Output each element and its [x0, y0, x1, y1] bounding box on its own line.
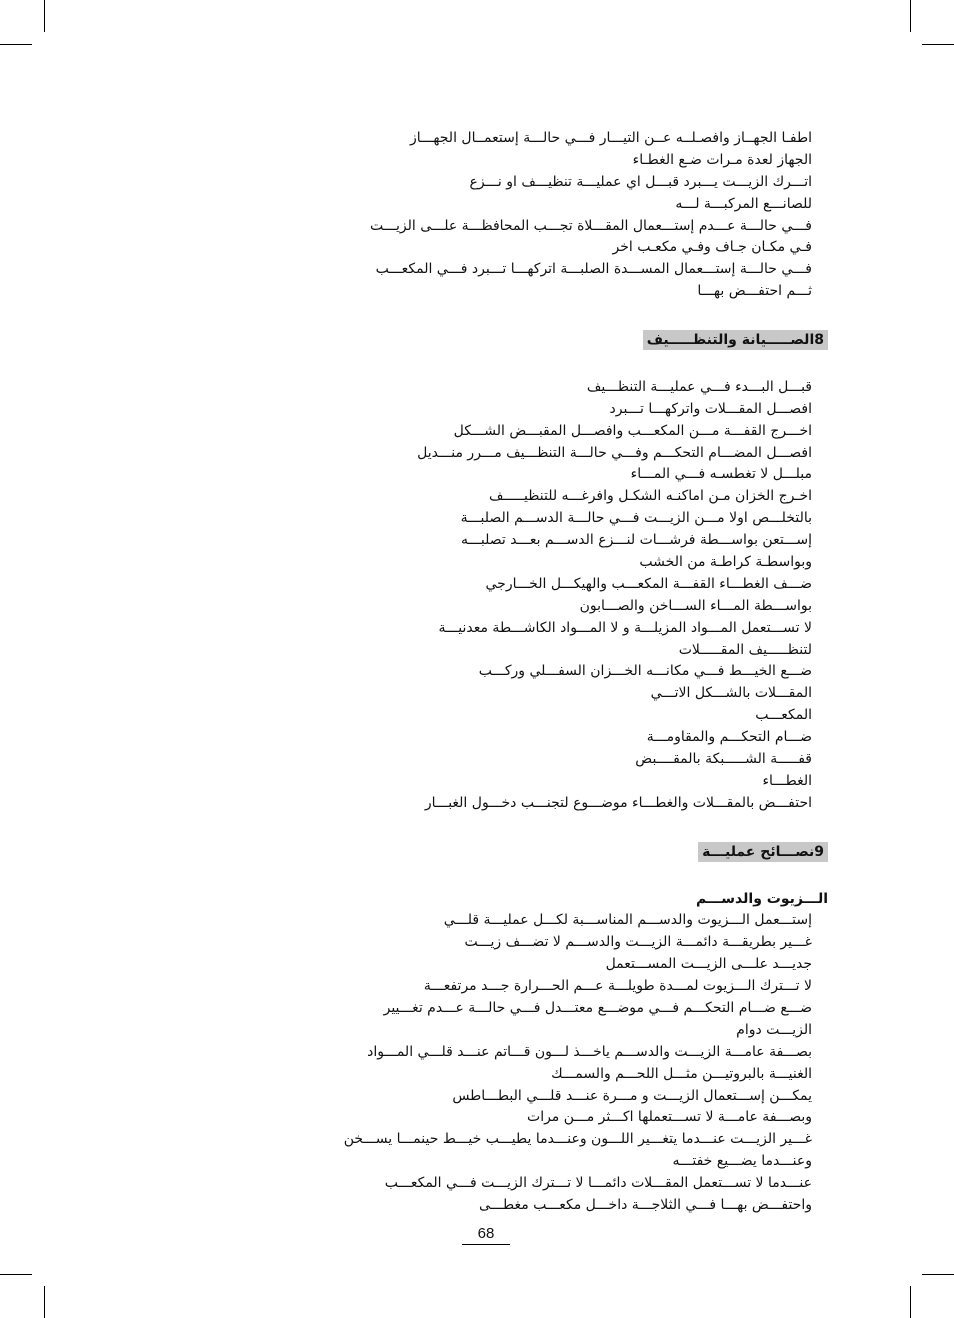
section-8-heading: 8الصـــــيانة والتنظـــــيف	[643, 330, 828, 350]
text-line: ثـــم احتفـــض بهـــا	[697, 283, 812, 300]
text-line: يمكـــن إســـتعمال الزيـــت و مـــرة عنـــد قلـــي البطـــاطس	[452, 1087, 812, 1104]
text-line: المكعـــب	[755, 707, 812, 724]
text-line: وبصـــفة عامـــة لا تســـتعملها اكـــثر مـــن مرات	[527, 1109, 812, 1126]
text-line: واحتفـــض بهـــا فـــي الثلاجـــة داخـــل مكعـــب مغطـــى	[479, 1196, 812, 1213]
text-line: فـــي حالـــة إستـــعمال المســـدة الصلبـــة اتركهـــا تـــبرد فـــي المكعـــب	[375, 261, 812, 278]
crop-mark	[0, 44, 32, 45]
text-line: ضـــف الغطـــاء القفـــة المكعـــب والهيكـــل الخـــارجي	[485, 575, 812, 592]
text-line: فـي مكـان جـاف وفـي مكعـب اخر	[612, 239, 812, 256]
text-line: اطفـا الجهــاز وافصـلــه عــن التيـــار فـــي حالـــة إستعمــال الجهـــاز	[409, 130, 812, 146]
text-column	[343, 128, 828, 1217]
text-line: الغطـــاء	[762, 772, 812, 789]
text-line: افصـــل المضـــام التحكـــم وفـــي حالـــة التنظـــيف مـــرر منـــديل	[417, 444, 812, 461]
text-line: اخـرج الخزان مـن اماكنـه الشكـل وافرغـــه للتنظيـــــف	[489, 488, 812, 505]
crop-mark	[44, 1286, 45, 1318]
text-line: جديـــد علـــى الزيـــت المســـتعمل	[605, 956, 812, 973]
text-line: فـــي حالـــة عـــدم إستـــعمال المقـــلاة تجـــب المحافظـــة علـــى الزيـــت	[369, 217, 812, 234]
text-line: ضـــام التحكـــم والمقاومـــة	[646, 729, 812, 746]
intro-paragraph	[360, 128, 812, 303]
section-8-body	[360, 377, 812, 815]
text-line: قبـــل البـــدء فـــي عمليـــة التنظـــيف	[586, 378, 812, 395]
text-line: غـــير الزيـــت عنـــدما يتغـــير اللـــون وعنـــدما يطيـــب خيـــط حينمـــا يســـخن	[343, 1131, 812, 1148]
text-line: لا تســـتعمل المـــواد المزيلـــة و لا المـــواد الكاشـــطة معدنيـــة	[438, 619, 812, 636]
text-line: بواســـطة المـــاء الســـاخن والصـــابون	[579, 597, 812, 614]
text-line: اخـــرج القفـــة مـــن المكعـــب وافصـــل المقبـــض الشـــكل	[453, 422, 812, 439]
section-9-heading: 9نصـــائح عمليـــة	[698, 842, 828, 862]
section-9-body	[343, 910, 812, 1216]
text-line: إستـــعمل الـــزيوت والدســـم المناســـبة لكـــل عمليـــة قلـــي	[443, 912, 812, 929]
text-line: بالتخلـــص اولا مـــن الزيـــت فـــي حالـــة الدســـم الصلبـــة	[460, 510, 812, 527]
crop-mark	[910, 1286, 911, 1318]
text-line: ضـــع ضـــام التحكـــم فـــي موضـــع معتـــدل فـــي حالـــة عـــدم تغـــيير	[383, 999, 812, 1016]
section-9-subheading: الـــزيوت والدســـم	[695, 890, 828, 907]
text-line: الغنيـــة بالبروتيـــن مثـــل اللحـــم والسمـــك	[551, 1065, 812, 1082]
text-line: للصانـــع المركبـــة لـــه	[675, 195, 812, 212]
text-line: لا تـــترك الـــزيوت لمـــدة طويلـــة عـــم الحـــرارة جـــد مرتفعـــة	[423, 978, 812, 995]
crop-mark	[922, 44, 954, 45]
section-9-heading-row	[360, 837, 828, 867]
text-line: المقـــلات بالشـــكل الاتـــي	[650, 685, 812, 702]
text-line: افصـــل المقـــلات واتركهـــا تـــبرد	[609, 400, 812, 417]
text-line: الجهاز لعدة مـرات ضـع الغطـاء	[632, 151, 812, 168]
section-8-heading-row	[360, 325, 828, 355]
text-line: ضـــع الخيـــط فـــي مكانـــه الخـــزان السفـــلي وركـــب	[478, 663, 812, 680]
text-line: بصـــفة عامـــة الزيـــت والدســـم ياخـــذ لـــون قـــاتم عنـــد قلـــي المـــواد	[367, 1043, 812, 1060]
text-line: الزيـــت دوام	[736, 1021, 812, 1038]
crop-mark	[910, 0, 911, 32]
text-line: قفـــــة الشـــــبكة بالمقــــبض	[635, 751, 812, 768]
crop-mark	[922, 1274, 954, 1275]
text-line: مبلـــل لا تغطسـه فـــي المـــاء	[630, 466, 812, 483]
text-line: وعنـــدما يضـــيع خفتـــه	[672, 1153, 812, 1170]
text-line: احتفـــض بالمقـــلات والغطـــاء موضـــوع لتجنـــب دخـــول الغبـــار	[424, 794, 812, 811]
crop-mark	[0, 1274, 32, 1275]
text-line: غـــير بطريقـــة دائمـــة الزيـــت والدســـم لا تضـــف زيـــت	[464, 934, 812, 951]
crop-mark	[44, 0, 45, 32]
text-line: عنـــدما لا تســـتعمل المقـــلات دائمـــا لا تـــترك الزيـــت فـــي المكعـــب	[384, 1175, 812, 1192]
text-line: وبواسطـة كراطـة من الخشب	[639, 554, 812, 571]
text-line: إســـتعن بواســـطة فرشـــات لنـــزع الدســـم بعـــد تصلبـــه	[461, 532, 812, 549]
page-number: 68	[462, 1225, 510, 1245]
text-line: لتنظـــــيف المقـــــلات	[678, 641, 812, 658]
text-line: اتـــرك الزيـــت يـــبرد قبـــل اي عمليـــة تنظيـــف او نـــزع	[469, 173, 812, 190]
